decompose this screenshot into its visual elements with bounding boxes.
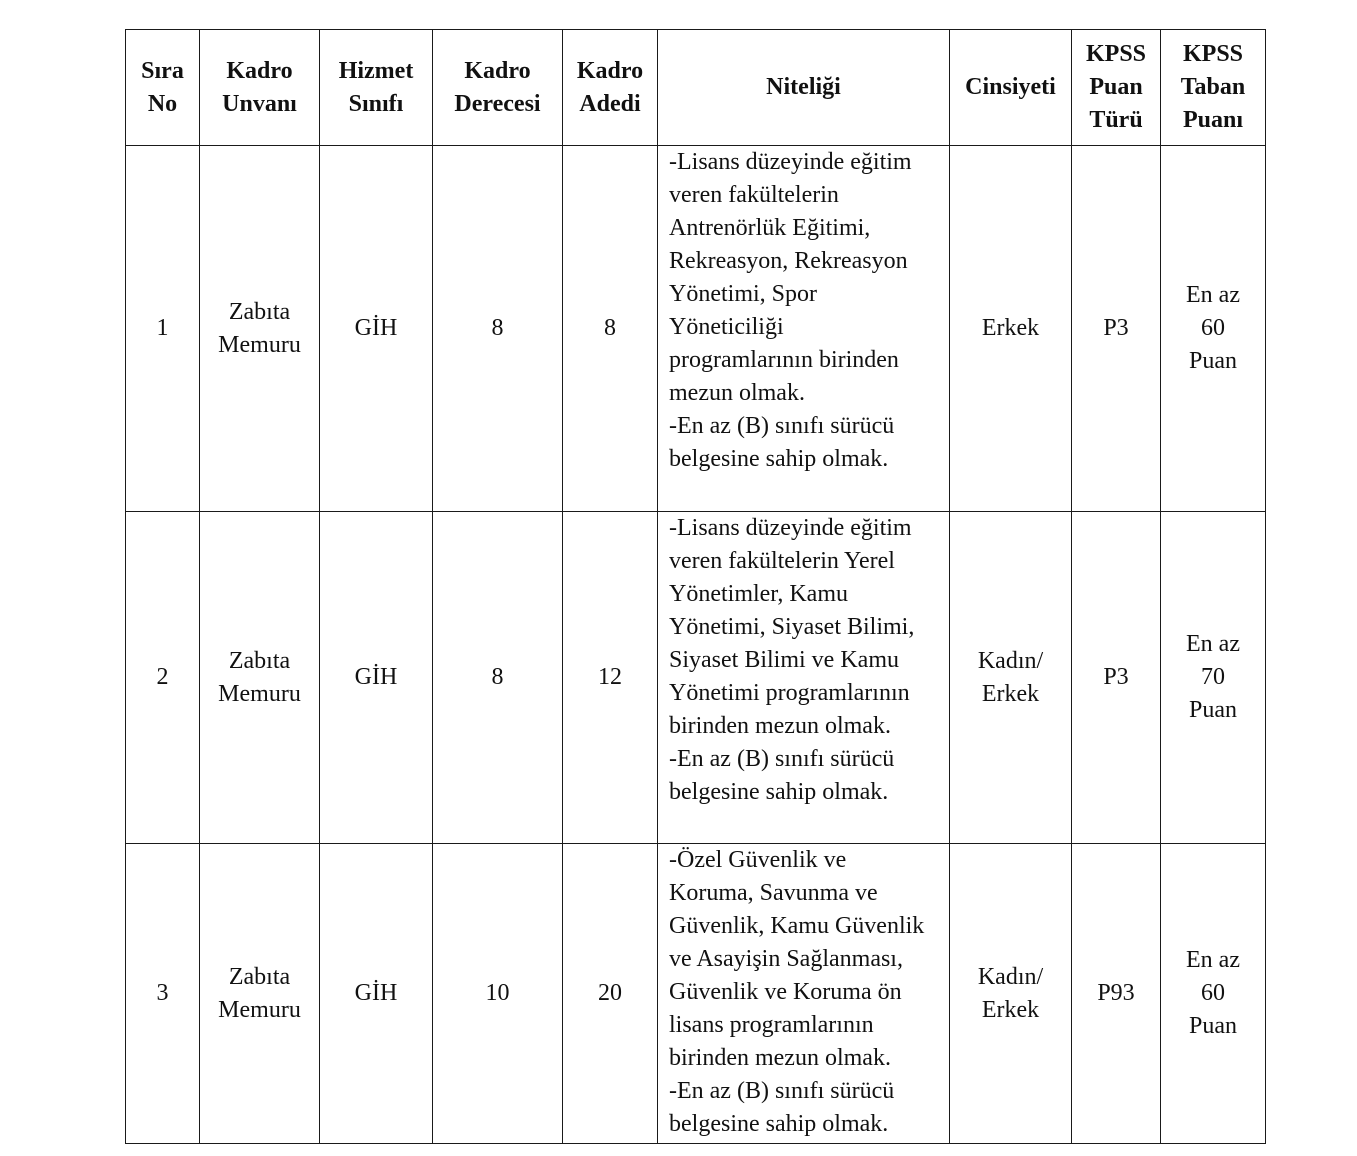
cell-kpss-taban-puani: En az 70 Puan — [1161, 512, 1266, 844]
header-kadro-derecesi: Kadro Derecesi — [433, 30, 563, 146]
header-cinsiyeti: Cinsiyeti — [950, 30, 1072, 146]
cell-kpss-puan-turu: P3 — [1072, 146, 1161, 512]
cell-kadro-adedi: 12 — [563, 512, 658, 844]
cell-kadro-derecesi: 8 — [433, 512, 563, 844]
cell-sira-no: 3 — [126, 844, 200, 1144]
cell-hizmet-sinifi: GİH — [320, 512, 433, 844]
niteligi-text: -Özel Güvenlik ve Koruma, Savunma ve Güvenlik, Kamu Güvenlik ve Asayişin Sağlanması, Güvenlik ve Koruma ön lisans programlarının birinden mezun olmak. -En az (B) sınıfı sürücü belgesine sahip olmak. — [669, 847, 925, 1137]
cell-cinsiyeti: Kadın/ Erkek — [950, 512, 1072, 844]
table-row — [126, 146, 1266, 512]
cell-kadro-adedi: 20 — [563, 844, 658, 1144]
cell-sira-no: 2 — [126, 512, 200, 844]
header-hizmet-sinifi: Hizmet Sınıfı — [320, 30, 433, 146]
cell-niteligi — [658, 146, 950, 512]
header-kpss-puan-turu: KPSS Puan Türü — [1072, 30, 1161, 146]
niteligi-text: -Lisans düzeyinde eğitim veren fakültelerin Antrenörlük Eğitimi, Rekreasyon, Rekreasyon Yönetimi, Spor Yöneticiliği programlarının birinden mezun olmak. -En az (B) sınıfı sürücü belgesine sahip olmak. — [669, 149, 912, 472]
cell-niteligi — [658, 512, 950, 844]
cell-kadro-unvani: Zabıta Memuru — [200, 844, 320, 1144]
cell-kadro-adedi: 8 — [563, 146, 658, 512]
cell-kadro-unvani: Zabıta Memuru — [200, 146, 320, 512]
header-row — [126, 30, 1266, 146]
cell-kpss-puan-turu: P93 — [1072, 844, 1161, 1144]
cell-kadro-unvani: Zabıta Memuru — [200, 512, 320, 844]
cell-kadro-derecesi: 10 — [433, 844, 563, 1144]
cell-kpss-taban-puani: En az 60 Puan — [1161, 146, 1266, 512]
cell-kpss-taban-puani: En az 60 Puan — [1161, 844, 1266, 1144]
cell-niteligi — [658, 844, 950, 1144]
cell-sira-no: 1 — [126, 146, 200, 512]
cell-hizmet-sinifi: GİH — [320, 146, 433, 512]
kadro-table — [125, 29, 1266, 1144]
cell-kpss-puan-turu: P3 — [1072, 512, 1161, 844]
cell-kadro-derecesi: 8 — [433, 146, 563, 512]
cell-hizmet-sinifi: GİH — [320, 844, 433, 1144]
cell-cinsiyeti: Kadın/ Erkek — [950, 844, 1072, 1144]
table-row — [126, 844, 1266, 1144]
header-sira-no: Sıra No — [126, 30, 200, 146]
niteligi-text: -Lisans düzeyinde eğitim veren fakültelerin Yerel Yönetimler, Kamu Yönetimi, Siyaset Bilimi, Siyaset Bilimi ve Kamu Yönetimi programlarının birinden mezun olmak. -En az (B) sınıfı sürücü belgesine sahip olmak. — [669, 515, 915, 805]
cell-cinsiyeti: Erkek — [950, 146, 1072, 512]
header-kadro-unvani: Kadro Unvanı — [200, 30, 320, 146]
header-niteligi: Niteliği — [658, 30, 950, 146]
header-kpss-taban-puani: KPSS Taban Puanı — [1161, 30, 1266, 146]
table-row — [126, 512, 1266, 844]
header-kadro-adedi: Kadro Adedi — [563, 30, 658, 146]
